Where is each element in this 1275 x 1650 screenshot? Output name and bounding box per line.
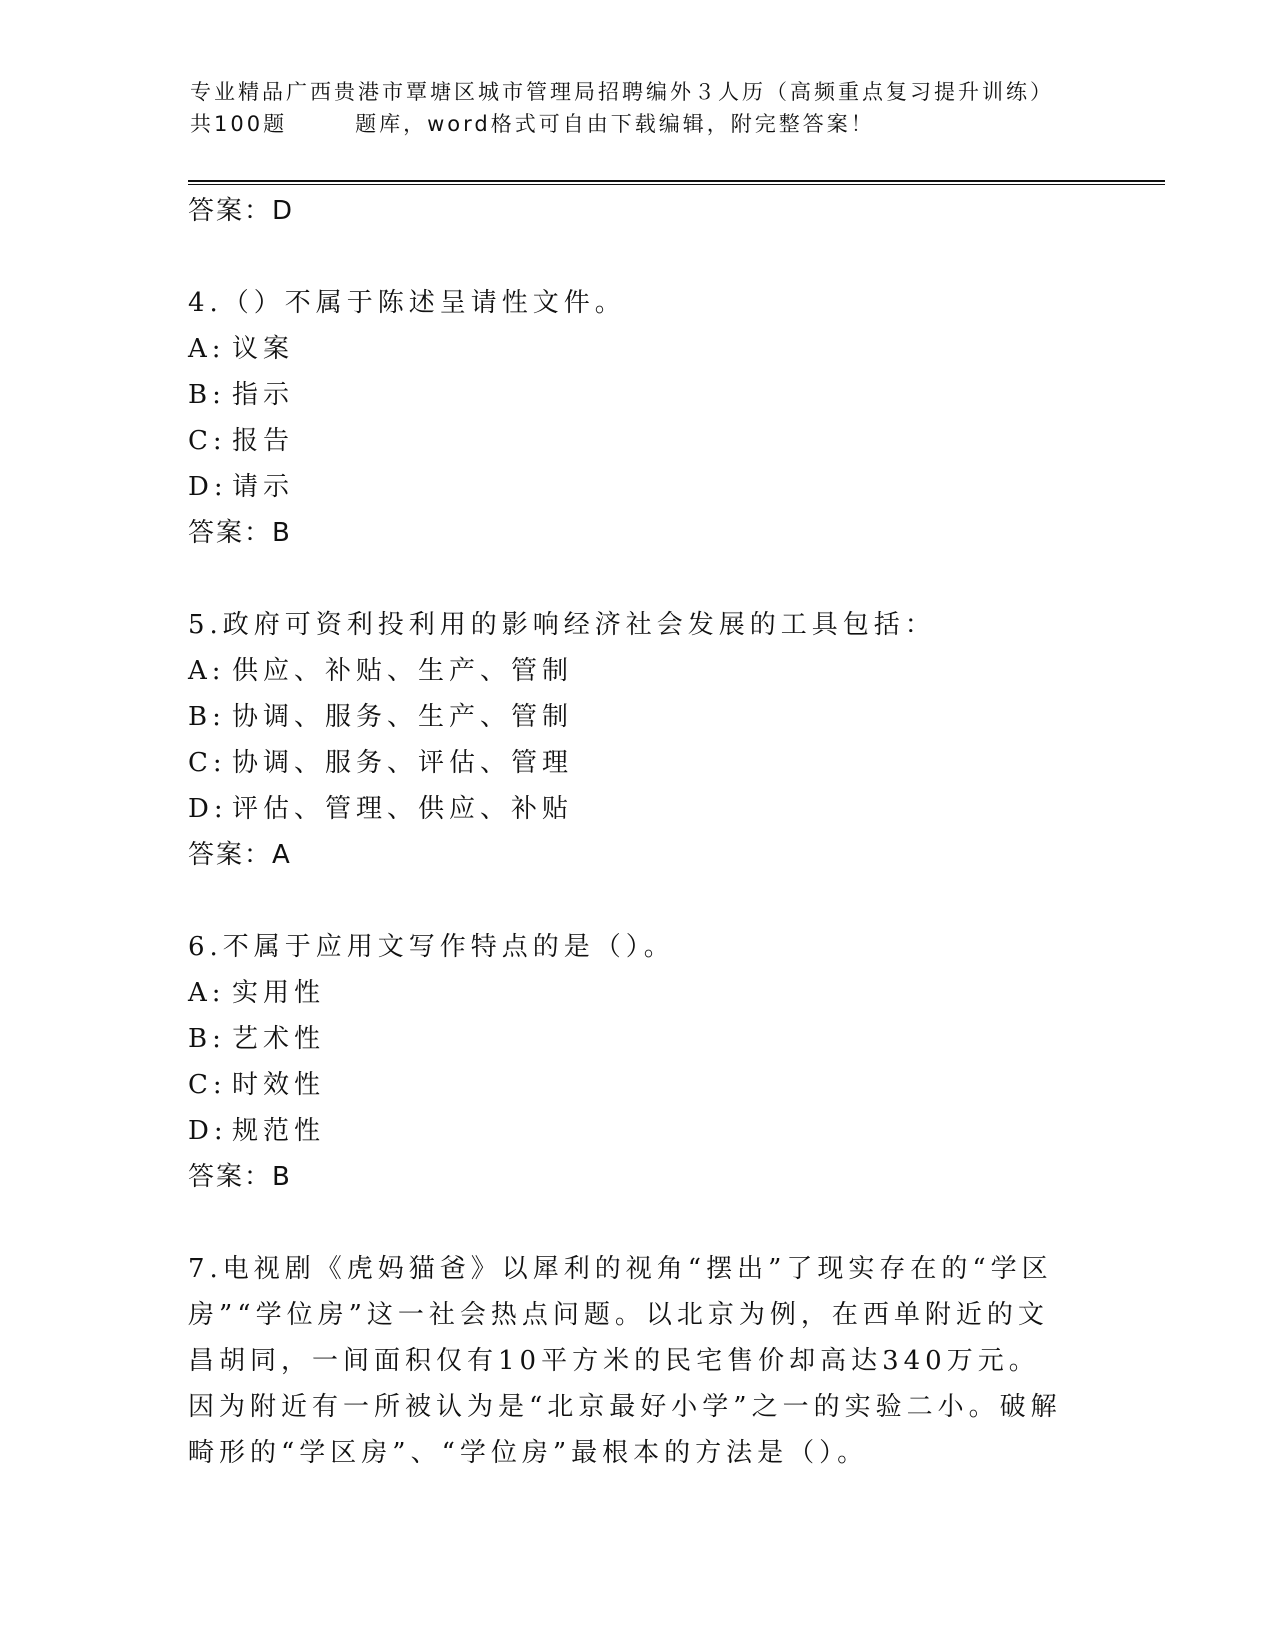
- question-7: [188, 1246, 1088, 1476]
- question-5-answer: 答案：A: [188, 840, 292, 870]
- question-4-option-d: D: 请示: [188, 472, 295, 502]
- question-4-answer: 答案：B: [188, 518, 292, 548]
- question-5: [188, 602, 1088, 878]
- question-6-answer: 答案：B: [188, 1162, 292, 1192]
- question-6: [188, 924, 1088, 1200]
- question-5-option-d: D: 评估、管理、供应、补贴: [188, 794, 574, 824]
- header-title-line: 专业精品广西贵港市覃塘区城市管理局招聘编外３人历（高频重点复习提升训练）: [190, 80, 1054, 104]
- question-4-text: 4.（）不属于陈述呈请性文件。: [188, 288, 626, 318]
- document-header: [190, 76, 1090, 140]
- question-5-text: 5.政府可资利投利用的影响经济社会发展的工具包括：: [188, 610, 936, 640]
- question-5-option-c: C: 协调、服务、评估、管理: [188, 748, 574, 778]
- question-4-option-b: B: 指示: [188, 380, 295, 410]
- header-rule-thick: [188, 180, 1165, 182]
- question-5-option-b: B: 协调、服务、生产、管制: [188, 702, 574, 732]
- question-4-option-a: A: 议案: [188, 334, 295, 364]
- question-4: [188, 280, 1088, 556]
- question-4-option-c: C: 报告: [188, 426, 295, 456]
- header-description: 题库，word格式可自由下载编辑，附完整答案！: [355, 112, 875, 136]
- question-7-text: 7.电视剧《虎妈猫爸》以犀利的视角“摆出”了现实存在的“学区房”“学位房”这一社会热点问题。以北京为例，在西单附近的文昌胡同，一间面积仅有10平方米的民宅售价却高达340万元。因为附近有一所被认为是“北京最好小学”之一的实验二小。破解畸形的“学区房”、“学位房”最根本的方法是（）。: [188, 1254, 1062, 1468]
- question-6-text: 6.不属于应用文写作特点的是（）。: [188, 932, 675, 962]
- question-6-option-b: B: 艺术性: [188, 1024, 326, 1054]
- document-body: [188, 188, 1088, 1476]
- question-5-option-a: A: 供应、补贴、生产、管制: [188, 656, 574, 686]
- question-6-option-a: A: 实用性: [188, 978, 326, 1008]
- question-6-option-d: D: 规范性: [188, 1116, 326, 1146]
- header-rule-thin: [188, 184, 1165, 185]
- answer-q3: 答案：D: [188, 196, 295, 226]
- header-subtitle-line: [190, 108, 1090, 140]
- question-6-option-c: C: 时效性: [188, 1070, 326, 1100]
- header-question-count: 共100题: [190, 112, 288, 136]
